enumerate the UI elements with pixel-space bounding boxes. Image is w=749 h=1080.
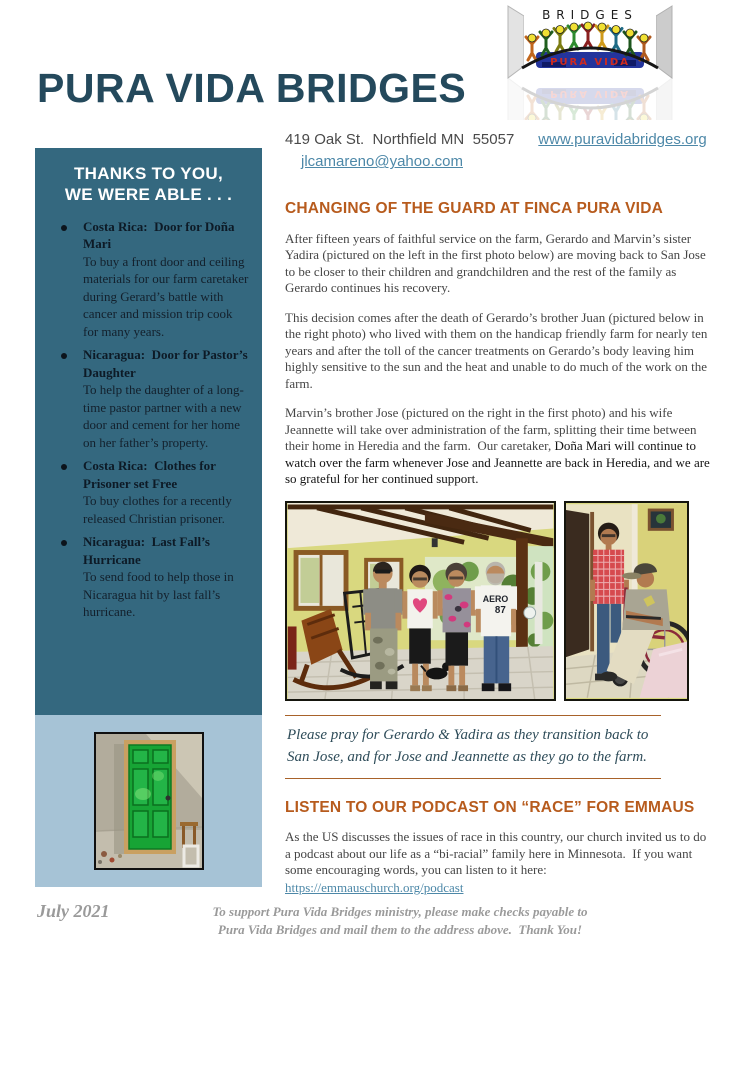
podcast-text: As the US discusses the issues of race in this country, our church invited us to do a podcast about our life as a “bi-racial” family here in Minnesota. If you want some encouraging words, you can listen to it here: (285, 829, 707, 878)
bullet-icon (61, 464, 67, 470)
open-door (566, 510, 589, 657)
caption-line2: San Jose, and for Jose and Jeannette as they go to the farm. (287, 748, 647, 765)
shirt-text-aero: AERO (482, 593, 509, 604)
shirt-text-87: 87 (494, 604, 506, 616)
article1-heading: CHANGING OF THE GUARD AT FINCA PURA VIDA (285, 200, 663, 217)
list-item (59, 346, 250, 451)
list-item (59, 218, 250, 341)
pura-vida-bridges-logo (504, 2, 676, 120)
article2-para (285, 829, 715, 896)
address-text: 419 Oak St. Northfield MN 55057 (285, 131, 515, 148)
list-item (59, 533, 250, 621)
sidebar-thanks-panel (35, 148, 262, 715)
item-body: To send food to help those in Nicaragua hit by last fall’s hurricane. (83, 569, 234, 619)
main-column (285, 200, 715, 909)
contact-block (285, 130, 707, 173)
issue-date: July 2021 (37, 901, 110, 921)
porch-window (294, 550, 349, 611)
item-body: To buy a front door and ceiling materials for our farm caretaker during Gerard’s battle with cancer and mission trip cook for many years. (83, 253, 249, 339)
website-link[interactable]: www.puravidabridges.org (538, 131, 707, 148)
para3-emphasis: Doña Mari will continue to watch over the farm whenever Jose and Jeannette are back in Heredia, and we are so grateful for her continued support. (285, 438, 710, 487)
email-link[interactable]: jlcamareno@yahoo.com (301, 153, 463, 171)
page-title: PURA VIDA BRIDGES (37, 65, 467, 111)
item-title: Nicaragua: Door for Pastor’s Daughter (83, 347, 248, 380)
item-title: Costa Rica: Door for Doña Mari (83, 218, 235, 251)
caption-line1: Please pray for Gerardo & Yadira as they transition back to (287, 726, 649, 743)
photo-row (285, 501, 715, 701)
sidebar-heading-line1: THANKS TO YOU, (73, 164, 224, 183)
article1-para1: After fifteen years of faithful service on the farm, Gerardo and Marvin’s sister Yadira (pictured on the left in the first photo below) are moving back to San Jose to be closer to their children and grandchildren and the rest of the family as Gerardo continues his recovery. (285, 230, 706, 296)
bullet-icon (61, 353, 67, 359)
sidebar-heading-line2: WE WERE ABLE . . . (64, 185, 233, 205)
para3-normal: Marvin’s brother Jose (pictured on the right in the first photo) and his wife Jeannette will take over administration of the farm, splitting their time between their home in Heredia and the farm. Our caretaker, (285, 405, 697, 454)
support-note-line1: To support Pura Vida Bridges ministry, please make checks payable to (212, 904, 588, 919)
logo-word-bridges: BRIDGES (542, 8, 638, 22)
sidebar-photo-panel (35, 715, 262, 887)
article1-para3 (285, 405, 715, 488)
small-window (649, 510, 672, 529)
podcast-link[interactable]: https://emmauschurch.org/podcast (285, 879, 464, 895)
thanks-list (47, 218, 250, 621)
item-title: Costa Rica: Clothes for Prisoner set Free (83, 458, 216, 491)
door-knob (165, 796, 170, 801)
article2-heading: LISTEN TO OUR PODCAST ON “RACE” FOR EMMAUS (285, 798, 695, 816)
green-door-photo (94, 732, 204, 870)
logo-word-pura-vida: PURA VIDA (550, 57, 630, 68)
item-title: Nicaragua: Last Fall’s Hurricane (83, 534, 210, 567)
support-note-line2: Pura Vida Bridges and mail them to the address above. Thank You! (217, 921, 583, 937)
prayer-caption (285, 715, 661, 779)
caretaker-wheelchair-photo (564, 501, 689, 701)
item-body: To help the daughter of a long-time pastor partner with a new door and cement for her home on her father’s property. (83, 382, 244, 450)
sidebar-heading (47, 163, 250, 206)
support-note (145, 903, 655, 938)
bullet-icon (61, 540, 67, 546)
farm-family-photo (285, 501, 556, 701)
list-item (59, 457, 250, 527)
bullet-icon (61, 225, 67, 231)
item-body: To buy clothes for a recently released Christian prisoner. (83, 493, 232, 526)
article1-para2: This decision comes after the death of Gerardo’s brother Juan (pictured below in the right photo) who lived with them on the handicap friendly farm for nearly ten years and after the toll of the cancer treatments on Gerardo’s body leaving him highly sensitive to the sun and the heat and unable to do much of the work on the farm. (285, 309, 708, 391)
